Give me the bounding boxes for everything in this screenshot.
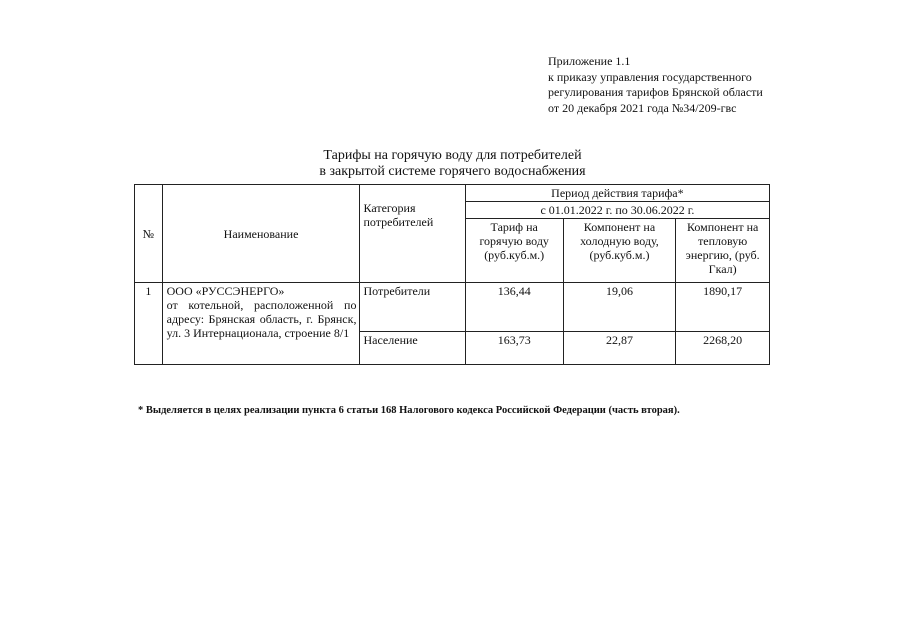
org-address: от котельной, расположенной по адресу: Брянская область, г. Брянск, ул. 3 Интернационала, строение 8/1 (166, 298, 357, 340)
appendix-header (548, 54, 763, 116)
row-num: 1 (135, 283, 163, 365)
category-cell: Потребители (360, 283, 465, 332)
heat-cell: 1890,17 (676, 283, 770, 332)
appendix-line-3: регулирования тарифов Брянской области (548, 85, 763, 99)
table-row (135, 283, 770, 332)
tariff-table (134, 184, 770, 365)
org-cell (162, 283, 360, 365)
org-name: ООО «РУССЭНЕРГО» (166, 284, 285, 298)
cold-water-cell: 22,87 (563, 332, 676, 365)
header-tariff: Тариф на горячую воду (руб.куб.м.) (465, 219, 563, 283)
document-title (0, 148, 905, 180)
footnote: * Выделяется в целях реализации пункта 6 статьи 168 Налогового кодекса Российской Федерации (часть вторая). (138, 405, 680, 416)
tariff-cell: 136,44 (465, 283, 563, 332)
title-line-1: Тарифы на горячую воду для потребителей (323, 148, 582, 163)
header-num: № (135, 185, 163, 283)
appendix-line-4: от 20 декабря 2021 года №34/209-гвс (548, 100, 737, 115)
category-cell: Население (360, 332, 465, 365)
cold-water-cell: 19,06 (563, 283, 676, 332)
header-name: Наименование (162, 185, 360, 283)
tariff-cell: 163,73 (465, 332, 563, 365)
header-date-range: с 01.01.2022 г. по 30.06.2022 г. (465, 202, 769, 219)
header-category: Категория потребителей (360, 185, 465, 283)
header-cold-water: Компонент на холодную воду, (руб.куб.м.) (563, 219, 676, 283)
header-row (135, 185, 770, 202)
header-period: Период действия тарифа* (465, 185, 769, 202)
heat-cell: 2268,20 (676, 332, 770, 365)
header-heat: Компонент на тепловую энергию, (руб. Гкал) (676, 219, 770, 283)
title-line-2: в закрытой системе горячего водоснабжения (319, 164, 586, 179)
appendix-line-1: Приложение 1.1 (548, 54, 631, 68)
appendix-line-2: к приказу управления государственного (548, 69, 752, 84)
